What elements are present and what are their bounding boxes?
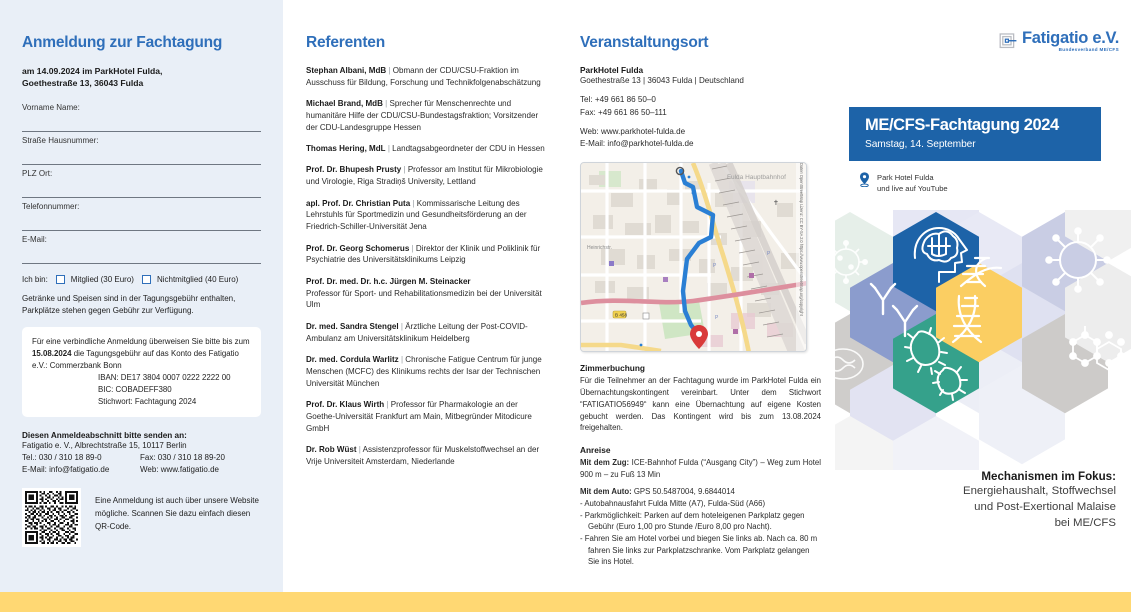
svg-text:B 458: B 458 <box>615 313 628 319</box>
map-image <box>581 163 807 352</box>
speaker-separator: | <box>401 165 408 175</box>
speaker-item <box>306 399 548 434</box>
venue-panel <box>580 0 835 592</box>
spacer <box>580 119 821 126</box>
venue-heading: Veranstaltungsort <box>580 34 709 51</box>
registration-subheading-line1: am 14.09.2024 im ParkHotel Fulda, <box>22 66 163 76</box>
field-label: E-Mail: <box>22 234 47 244</box>
speaker-role: Assistenzprofessor für Muskelstoffwechsel an der Vrije Universiteit Amsterdam, Niederlande <box>306 444 540 466</box>
checkbox-mitglied[interactable] <box>56 275 65 284</box>
speaker-role: Chronische Fatigue Centrum für junge Menschen (MCFC) des Klinikums rechts der Isar der Technischen Universität München <box>306 354 542 388</box>
focus-line-3: bei ME/CFS <box>1054 517 1116 530</box>
speaker-name: Thomas Hering, MdL <box>306 144 386 154</box>
svg-text:Heinrichstr.: Heinrichstr. <box>587 245 613 252</box>
speaker-separator: | <box>385 144 393 154</box>
spacer <box>580 87 821 94</box>
arrival-car-label: Mit dem Auto: <box>580 487 632 497</box>
speaker-separator: | <box>410 198 417 208</box>
speaker-separator: | <box>384 399 391 409</box>
focus-line-1: Energiehaushalt, Stoffwechsel <box>962 485 1116 497</box>
email-input[interactable] <box>22 245 261 264</box>
bank-details-box <box>22 327 261 417</box>
event-banner <box>849 107 1101 161</box>
arrival-car <box>580 486 821 498</box>
send-to-title: Diesen Anmeldeabschnitt bitte senden an: <box>22 431 187 441</box>
room-booking-text: Für die Teilnehmer an der Fachtagung wurde im ParkHotel Fulda ein Übernachtungskontingent vereinbart. Unter dem Stichwort “FATIGATIO56949“ kann eine Übernachtung auf eigene Kosten gebucht werden. Das Kontingent wird bis zum 13.08.2024 freigehalten. <box>580 376 821 433</box>
location-pin-icon <box>859 172 870 187</box>
svg-text:Fulda Hauptbahnhof: Fulda Hauptbahnhof <box>727 174 786 182</box>
arrival-car-bullet: - Fahren Sie am Hotel vorbei und biegen Sie links ab. Nach ca. 80 m fahren Sie links zur Parkplatzschranke. Vom Parkplatz gelangen Sie ins Hotel. <box>580 534 818 567</box>
qr-instruction: Eine Anmeldung ist auch über unsere Website mögliche. Scannen Sie dazu einfach diesen QR-Code. <box>95 496 259 532</box>
hexagon-icon-cluster <box>835 210 1131 470</box>
bank-keyword: Stichwort: Fachtagung 2024 <box>98 396 197 406</box>
registration-subheading <box>22 65 261 90</box>
map-attribution: Daten OpenStreetMap Lizenz: CC BY-SA 2.0 https://www.openstreetmap.org/copyright <box>796 163 806 352</box>
speaker-separator: | <box>386 66 393 75</box>
speaker-role: Professor für Pharmakologie an der Goethe-Universität Frankfurt am Main, Mitbegründer Mitodicure GmbH <box>306 399 532 433</box>
speaker-separator: | <box>356 444 363 454</box>
hexagon-graphic <box>835 210 1131 470</box>
send-to-fax: Fax: 030 / 310 18 89-20 <box>140 453 225 463</box>
bank-bic: BIC: COBADEFF380 <box>98 384 172 394</box>
focus-line-2: und Post-Exertional Malaise <box>974 501 1116 514</box>
venue-address: Goethestraße 13 | 36043 Fulda | Deutschland <box>580 76 744 85</box>
speaker-separator: | <box>398 321 406 331</box>
registration-panel <box>0 0 283 592</box>
send-to-email[interactable]: E-Mail: info@fatigatio.de <box>22 465 110 475</box>
registration-heading: Anmeldung zur Fachtagung <box>22 34 223 51</box>
speaker-item <box>306 143 548 155</box>
send-to-contact-row2 <box>22 464 261 476</box>
field-telefon <box>22 202 261 231</box>
speaker-item <box>306 164 548 188</box>
bank-iban: IBAN: DE17 3804 0007 0222 2222 00 <box>98 372 231 382</box>
focus-heading: Mechanismen im Fokus: <box>981 470 1116 483</box>
bank-intro-b: die Tagungsgebühr auf das Konto des Fatigatio e.V.: Commerzbank Bonn <box>32 349 239 370</box>
svg-text:P: P <box>715 315 719 322</box>
focus-text-block <box>848 470 1116 532</box>
promo-venue-line1: Park Hotel Fulda <box>877 173 934 182</box>
speaker-name: Prof. Dr. Georg Schomerus <box>306 243 410 253</box>
membership-prefix: Ich bin: <box>22 274 48 284</box>
speaker-role: Professor am Institut für Mikrobiologie und Virologie, Riga Stradiņš University, Lettland <box>306 165 543 187</box>
plz-ort-input[interactable] <box>22 179 261 198</box>
send-to-contact-row1 <box>22 452 261 464</box>
venue-fax: Fax: +49 661 86 50–111 <box>580 107 667 117</box>
arrival-train <box>580 457 821 480</box>
logo-name: Fatigatio e.V. <box>1022 29 1119 47</box>
label-mitglied: Mitglied (30 Euro) <box>70 274 134 284</box>
field-label: Straße Hausnummer: <box>22 135 99 145</box>
logo-subtitle: Bundesverband ME/CFS <box>1058 46 1119 52</box>
bank-intro-a: Für eine verbindliche Anmeldung überweisen Sie bitte bis zum <box>32 337 250 347</box>
speaker-separator: | <box>382 99 390 109</box>
speaker-separator: | <box>409 243 416 253</box>
svg-text:✝: ✝ <box>773 200 779 208</box>
speakers-panel <box>300 0 562 592</box>
speaker-role: Landtagsabgeordneter der CDU in Hessen <box>392 144 545 154</box>
promo-panel <box>835 0 1131 592</box>
checkbox-nichtmitglied[interactable] <box>142 275 151 284</box>
arrival-car-bullets <box>580 498 821 568</box>
membership-options <box>22 275 261 284</box>
field-label: PLZ Ort: <box>22 168 53 178</box>
arrival-car-bullet: - Parkmöglichkeit: Parken auf dem hoteleigenen Parkplatz gegen Gebühr (Euro 1,00 pro Stunde /Euro 8,00 pro Nacht). <box>580 510 805 532</box>
speaker-item <box>306 198 548 233</box>
bank-deadline: 15.08.2024 <box>32 349 72 359</box>
speaker-name: Prof. Dr. Klaus Wirth <box>306 399 385 409</box>
event-title: ME/CFS-Fachtagung 2024 <box>865 116 1059 134</box>
speaker-item <box>306 444 548 468</box>
speaker-item <box>306 354 548 389</box>
speakers-list <box>306 65 548 468</box>
fees-note: Getränke und Speisen sind in der Tagungsgebühr enthalten, Parkplätze stehen gegen Gebühr zur Verfügung. <box>22 293 236 315</box>
field-plz-ort <box>22 169 261 198</box>
svg-text:P: P <box>767 251 771 258</box>
speaker-name: Michael Brand, MdB <box>306 99 383 109</box>
field-vorname-name <box>22 103 261 132</box>
venue-web[interactable]: Web: www.parkhotel-fulda.de <box>580 126 686 136</box>
field-strasse <box>22 136 261 165</box>
speaker-item <box>306 243 548 267</box>
speaker-name: apl. Prof. Dr. Christian Puta <box>306 198 411 208</box>
speaker-name: Dr. med. Sandra Stengel <box>306 321 399 331</box>
field-label: Vorname Name: <box>22 102 80 112</box>
fatigatio-logo[interactable] <box>999 30 1119 52</box>
arrival-train-label: Mit dem Zug: <box>580 457 630 467</box>
speaker-item <box>306 98 548 133</box>
logo-text-block <box>1022 30 1119 52</box>
field-email <box>22 235 261 264</box>
speaker-item <box>306 276 548 311</box>
arrival-car-bullet: - Autobahnausfahrt Fulda Mitte (A7), Fulda-Süd (A66) <box>580 498 766 508</box>
speaker-name: Dr. med. Cordula Warlitz <box>306 354 399 364</box>
qr-code[interactable] <box>22 488 81 547</box>
speaker-role: Professor für Sport- und Rehabilitationsmedizin bei der Universität Ulm <box>306 288 542 310</box>
qr-section <box>22 488 261 547</box>
venue-hotel-name: ParkHotel Fulda <box>580 65 644 75</box>
speaker-item <box>306 65 548 89</box>
send-to-tel: Tel.: 030 / 310 18 89-0 <box>22 453 102 463</box>
label-nichtmitglied: Nichtmitglied (40 Euro) <box>156 274 239 284</box>
send-to-address: Fatigatio e. V., Albrechtstraße 15, 10117 Berlin <box>22 441 187 451</box>
venue-map[interactable] <box>580 162 807 352</box>
speaker-name: Prof. Dr. Bhupesh Prusty <box>306 165 402 175</box>
event-date: Samstag, 14. September <box>865 139 976 150</box>
venue-tel: Tel: +49 661 86 50–0 <box>580 95 656 105</box>
speaker-name: Stephan Albani, MdB <box>306 66 387 75</box>
arrival-title: Anreise <box>580 444 611 455</box>
arrival-car-text: GPS 50.5487004, 9.6844014 <box>631 487 735 497</box>
promo-venue-text <box>877 172 948 194</box>
strasse-input[interactable] <box>22 146 261 165</box>
send-to-web[interactable]: Web: www.fatigatio.de <box>140 465 220 475</box>
bottom-accent-bar <box>0 592 1131 612</box>
vorname-name-input[interactable] <box>22 113 261 132</box>
speaker-role: Sprecher für Menschenrechte und humanitäre Hilfe der CDU/CSU-Bundestagsfraktion; Vorsitzender der CDU-Landesgruppe Hessen <box>306 99 539 132</box>
speakers-heading: Referenten <box>306 34 385 51</box>
speaker-role: Kommissarische Leitung des Lehrstuhls für Sportmedizin und Gesundheitsförderung an der Friedrich-Schiller-Universität Jena <box>306 198 527 232</box>
speaker-item <box>306 321 548 345</box>
promo-venue-line2: und live auf YouTube <box>877 184 948 194</box>
speaker-separator: | <box>398 354 406 364</box>
speaker-role: Ärztliche Leitung der Post-COVID-Ambulanz am Universitätsklinikum Heidelberg <box>306 321 528 343</box>
promo-venue <box>859 172 948 194</box>
venue-email[interactable]: E-Mail: info@parkhotel-fulda.de <box>580 139 694 149</box>
arrival-train-text: ICE-Bahnhof Fulda (“Ausgang City”) – Weg zum Hotel 900 m – zu Fuß 13 Min <box>580 457 821 479</box>
speaker-role: Direktor der Klinik und Poliklinik für Psychiatrie des Universitätsklinikums Leipzig <box>306 243 541 265</box>
speaker-name: Dr. Rob Wüst <box>306 444 357 454</box>
svg-text:P: P <box>713 263 717 270</box>
fatigatio-spiral-icon <box>999 32 1018 51</box>
registration-subheading-line2: Goethestraße 13, 36043 Fulda <box>22 78 144 89</box>
speaker-name: Prof. Dr. med. Dr. h.c. Jürgen M. Steinacker <box>306 276 471 286</box>
telefon-input[interactable] <box>22 212 261 231</box>
speaker-role: Obmann der CDU/CSU-Fraktion im Ausschuss für Bildung, Forschung und Technikfolgenabschätzung <box>306 66 541 87</box>
room-booking-title: Zimmerbuchung <box>580 363 645 374</box>
field-label: Telefonnummer: <box>22 201 80 211</box>
